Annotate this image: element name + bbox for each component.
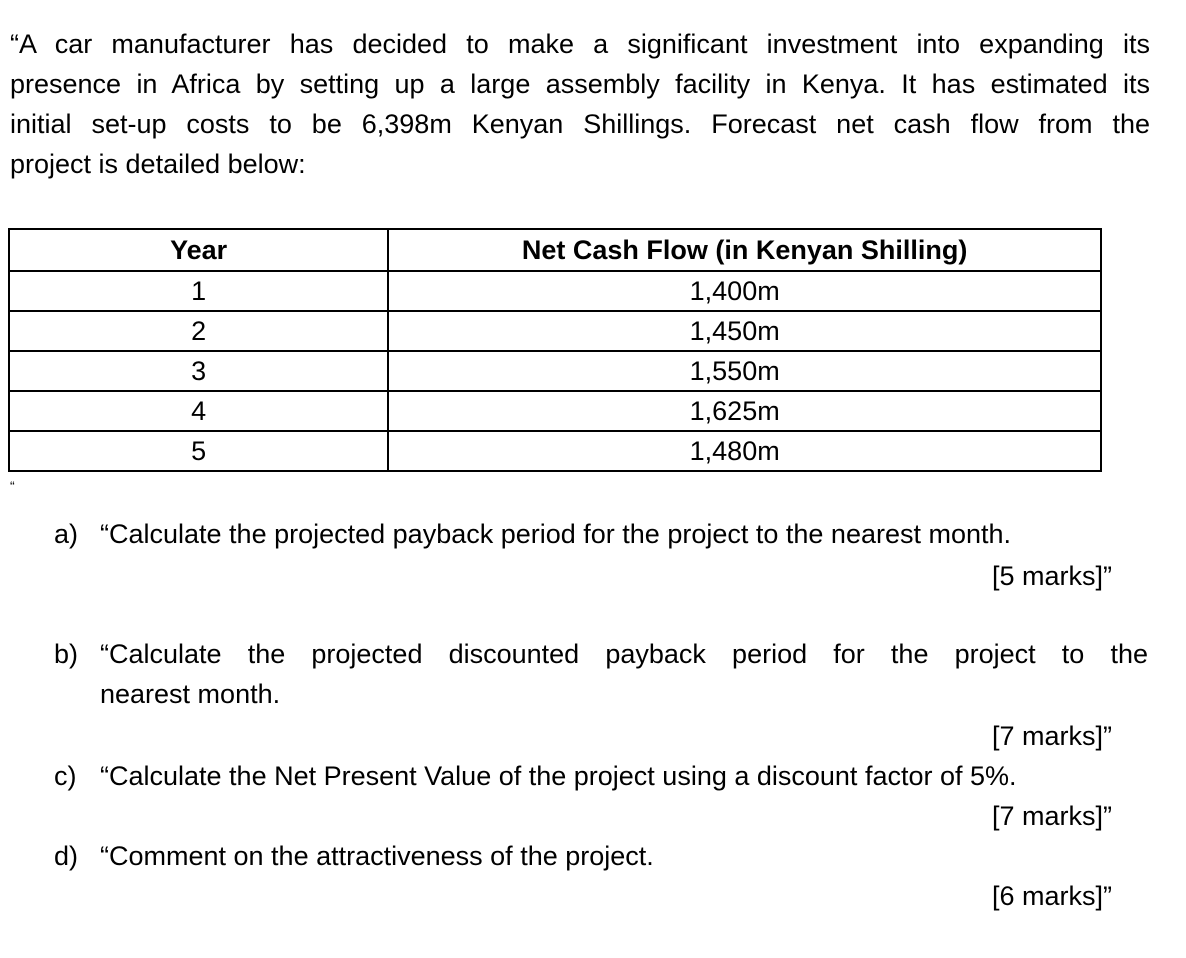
header-net-cash-flow: Net Cash Flow (in Kenyan Shilling)	[388, 229, 1101, 271]
question-a	[54, 514, 1154, 554]
intro-line-3: initial set-up costs to be 6,398m Kenyan Shillings. Forecast net cash flow from the	[10, 109, 1150, 139]
question-d-label: d)	[54, 841, 79, 871]
question-b	[54, 634, 1154, 714]
table-header-row	[9, 229, 1101, 271]
intro-line-1: “A car manufacturer has decided to make a significant investment into expanding its	[10, 29, 1150, 59]
table-row	[9, 431, 1101, 471]
year-cell: 2	[9, 311, 388, 351]
question-c-marks: [7 marks]”	[991, 801, 1112, 831]
cash-cell	[388, 271, 1101, 311]
question-c	[54, 756, 1154, 796]
table-row	[9, 311, 1101, 351]
year-cell: 4	[9, 391, 388, 431]
table-row	[9, 391, 1101, 431]
question-b-text-line-2: nearest month.	[100, 679, 281, 709]
year-cell: 3	[9, 351, 388, 391]
intro-line-4: project is detailed below:	[10, 149, 306, 179]
intro-paragraph	[10, 24, 1150, 184]
question-c-text: “Calculate the Net Present Value of the project using a discount factor of 5%.	[100, 761, 1017, 791]
intro-line-2: presence in Africa by setting up a large assembly facility in Kenya. It has estimated its	[10, 69, 1150, 99]
question-b-marks: [7 marks]”	[991, 721, 1112, 751]
question-b-text-line-1: “Calculate the projected discounted payback period for the project to the	[100, 639, 1148, 669]
table-row	[9, 271, 1101, 311]
cash-cell	[388, 431, 1101, 471]
question-c-label: c)	[54, 761, 77, 791]
cash-flow-table	[8, 228, 1102, 472]
question-d-marks: [6 marks]”	[991, 881, 1112, 911]
question-d-text: “Comment on the attractiveness of the project.	[100, 841, 654, 871]
cash-cell	[388, 311, 1101, 351]
table-row	[9, 351, 1101, 391]
cash-cell	[388, 351, 1101, 391]
stray-quote-mark: “	[10, 478, 15, 494]
cash-value: 1,450m	[689, 315, 780, 346]
question-a-marks: [5 marks]”	[991, 561, 1112, 591]
cash-value: 1,625m	[689, 395, 780, 426]
question-b-label: b)	[54, 639, 79, 669]
header-year: Year	[9, 229, 388, 271]
cash-value: 1,400m	[689, 275, 780, 306]
question-b-text	[100, 634, 1148, 714]
year-cell: 5	[9, 431, 388, 471]
cash-value: 1,550m	[689, 355, 780, 386]
cash-value: 1,480m	[689, 435, 780, 466]
question-a-label: a)	[54, 519, 79, 549]
year-cell: 1	[9, 271, 388, 311]
cash-cell	[388, 391, 1101, 431]
question-a-text: “Calculate the projected payback period for the project to the nearest month.	[100, 519, 1012, 549]
question-d	[54, 836, 1154, 876]
